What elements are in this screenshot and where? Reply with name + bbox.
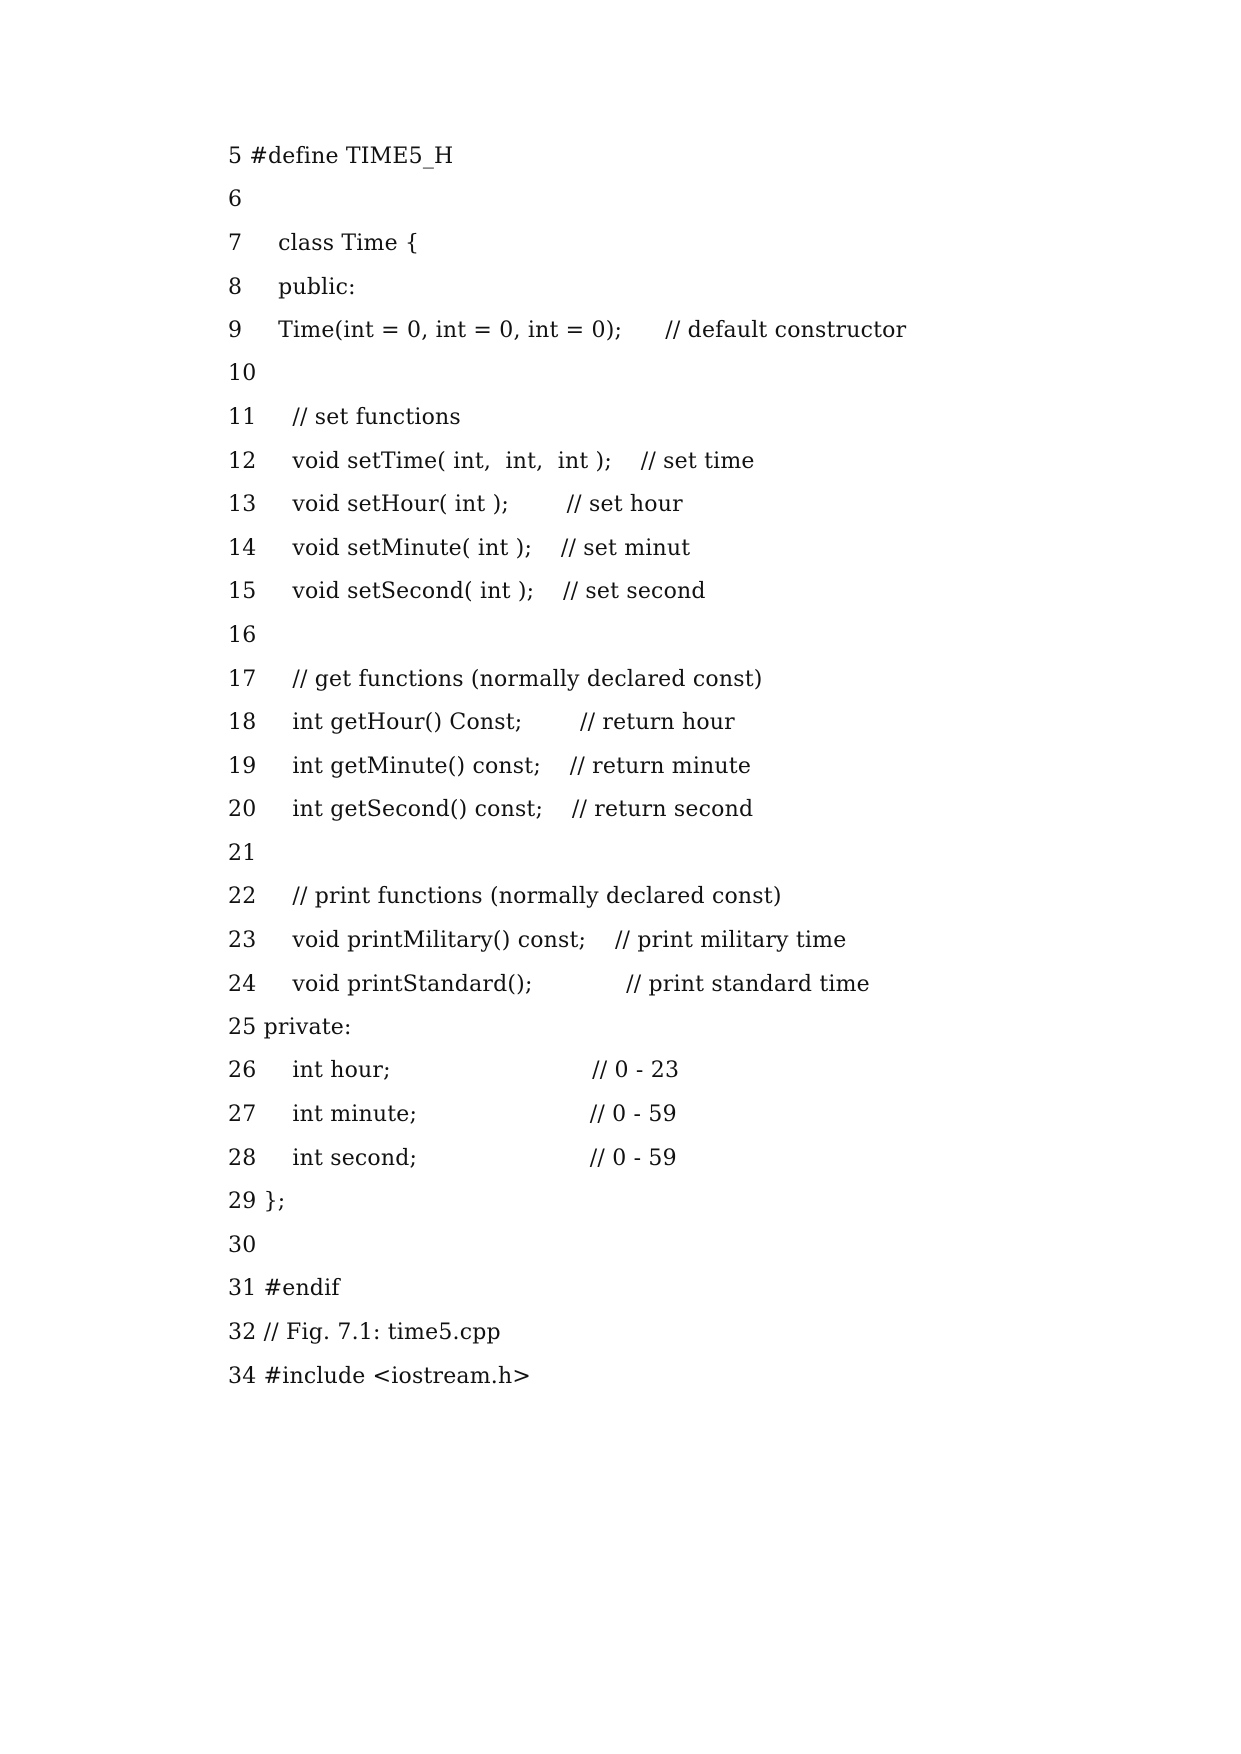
code-line-25: 25 private: [228,1015,352,1040]
code-line-24: 24 void printStandard(); // print standard time [228,972,870,997]
code-line-19: 19 int getMinute() const; // return minute [228,754,752,779]
code-line-8: 8 public: [228,275,356,300]
code-line-7: 7 class Time { [228,231,420,256]
code-line-31: 31 #endif [228,1276,340,1301]
code-line-9: 9 Time(int = 0, int = 0, int = 0); // default constructor [228,318,907,343]
code-line-10: 10 [228,361,257,386]
code-line-14: 14 void setMinute( int ); // set minut [228,536,691,561]
code-line-13: 13 void setHour( int ); // set hour [228,492,683,517]
code-line-28: 28 int second; // 0 - 59 [228,1146,677,1171]
code-line-15: 15 void setSecond( int ); // set second [228,579,706,604]
code-line-6: 6 [228,187,243,212]
code-line-27: 27 int minute; // 0 - 59 [228,1102,677,1127]
code-line-32: 32 // Fig. 7.1: time5.cpp [228,1320,501,1345]
code-line-5: 5 #define TIME5_H [228,144,454,169]
code-line-34: 34 #include <iostream.h> [228,1364,532,1389]
code-line-21: 21 [228,841,257,866]
code-line-11: 11 // set functions [228,405,461,430]
code-line-12: 12 void setTime( int, int, int ); // set time [228,449,755,474]
code-line-29: 29 }; [228,1189,286,1214]
code-line-18: 18 int getHour() Const; // return hour [228,710,735,735]
code-line-17: 17 // get functions (normally declared const) [228,667,763,692]
code-line-16: 16 [228,623,257,648]
code-line-22: 22 // print functions (normally declared const) [228,884,782,909]
code-line-26: 26 int hour; // 0 - 23 [228,1058,680,1083]
code-line-23: 23 void printMilitary() const; // print military time [228,928,847,953]
code-line-30: 30 [228,1233,257,1258]
code-line-20: 20 int getSecond() const; // return second [228,797,754,822]
